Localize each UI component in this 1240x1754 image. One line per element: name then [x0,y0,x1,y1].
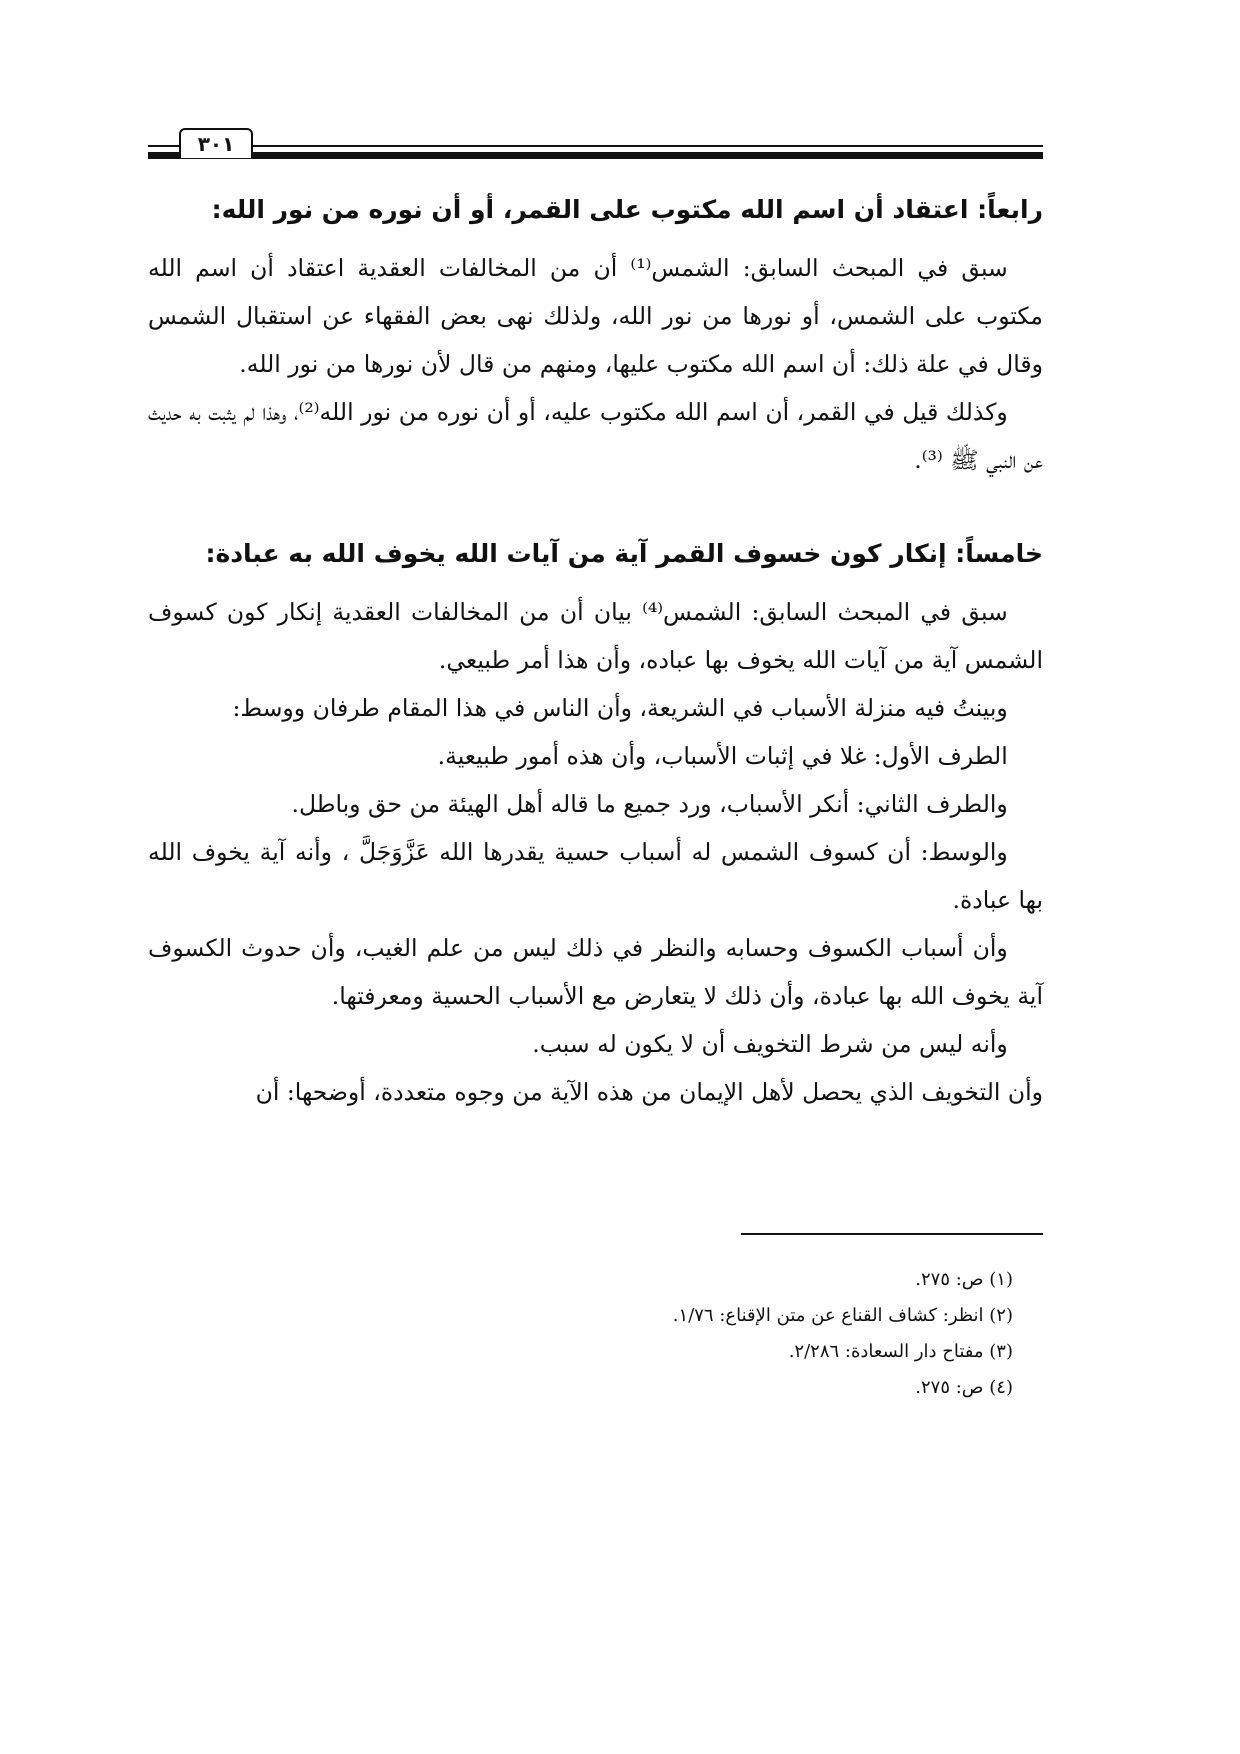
section-heading-5: خامساً: إنكار كون خسوف القمر آية من آيات الله يخوف الله به عبادة: [205,539,1043,568]
paragraph: وأنه ليس من شرط التخويف أن لا يكون له سبب. [532,1030,1008,1058]
page-body [148,190,1043,1116]
paragraph: وأن أسباب الكسوف وحسابه والنظر في ذلك ليس من علم الغيب، وأن حدوث الكسوف آية يخوف الله بها عبادة، وأن ذلك لا يتعارض مع الأسباب الحسية ومعرفتها. [148,934,1043,1010]
footnote: (٣) مفتاح دار السعادة: ٢/٢٨٦. [788,1341,1013,1362]
paragraph: والطرف الثاني: أنكر الأسباب، ورد جميع ما قاله أهل الهيئة من حق وباطل. [291,790,1008,818]
footnote-separator [741,1233,1043,1235]
header-thin-rule [148,145,1043,147]
paragraph: وكذلك قيل في القمر، أن اسم الله مكتوب عليه، أو أن نوره من نور الله⁽²⁾، وهذا لم يثبت به حديث عن النبي ﷺ ⁽³⁾. [148,398,1043,474]
header-thick-rule [148,152,1043,159]
paragraph: وبينتُ فيه منزلة الأسباب في الشريعة، وأن الناس في هذا المقام طرفان ووسط: [232,694,1008,722]
footnote: (٤) ص: ٢٧٥. [915,1377,1013,1398]
paragraph: والوسط: أن كسوف الشمس له أسباب حسية يقدرها الله عَزَّوَجَلَّ ، وأنه آية يخوف الله بها عبادة. [148,838,1043,914]
paragraph: وأن التخويف الذي يحصل لأهل الإيمان من هذه الآية من وجوه متعددة، أوضحها: أن [255,1078,1043,1106]
section-heading-4: رابعاً: اعتقاد أن اسم الله مكتوب على القمر، أو أن نوره من نور الله: [211,195,1043,224]
paragraph: سبق في المبحث السابق: الشمس⁽¹⁾ أن من المخالفات العقدية اعتقاد أن اسم الله مكتوب على الشمس، أو نورها من نور الله، ولذلك نهى بعض الفقهاء عن استقبال الشمس وقال في علة ذلك: أن اسم الله مكتوب عليها، ومنهم من قال لأن نورها من نور الله. [148,254,1043,378]
paragraph: سبق في المبحث السابق: الشمس⁽⁴⁾ بيان أن من المخالفات العقدية إنكار كون كسوف الشمس آية من آيات الله يخوف بها عباده، وأن هذا أمر طبيعي. [148,598,1043,674]
page-header [148,128,1043,164]
paragraph: الطرف الأول: غلا في إثبات الأسباب، وأن هذه أمور طبيعية. [437,742,1008,770]
footnote: (٢) انظر: كشاف القناع عن متن الإقناع: ١/٧٦. [672,1305,1013,1326]
footnote: (١) ص: ٢٧٥. [915,1269,1013,1290]
footnotes [148,1262,1043,1406]
page-number: ٣٠١ [179,128,253,158]
